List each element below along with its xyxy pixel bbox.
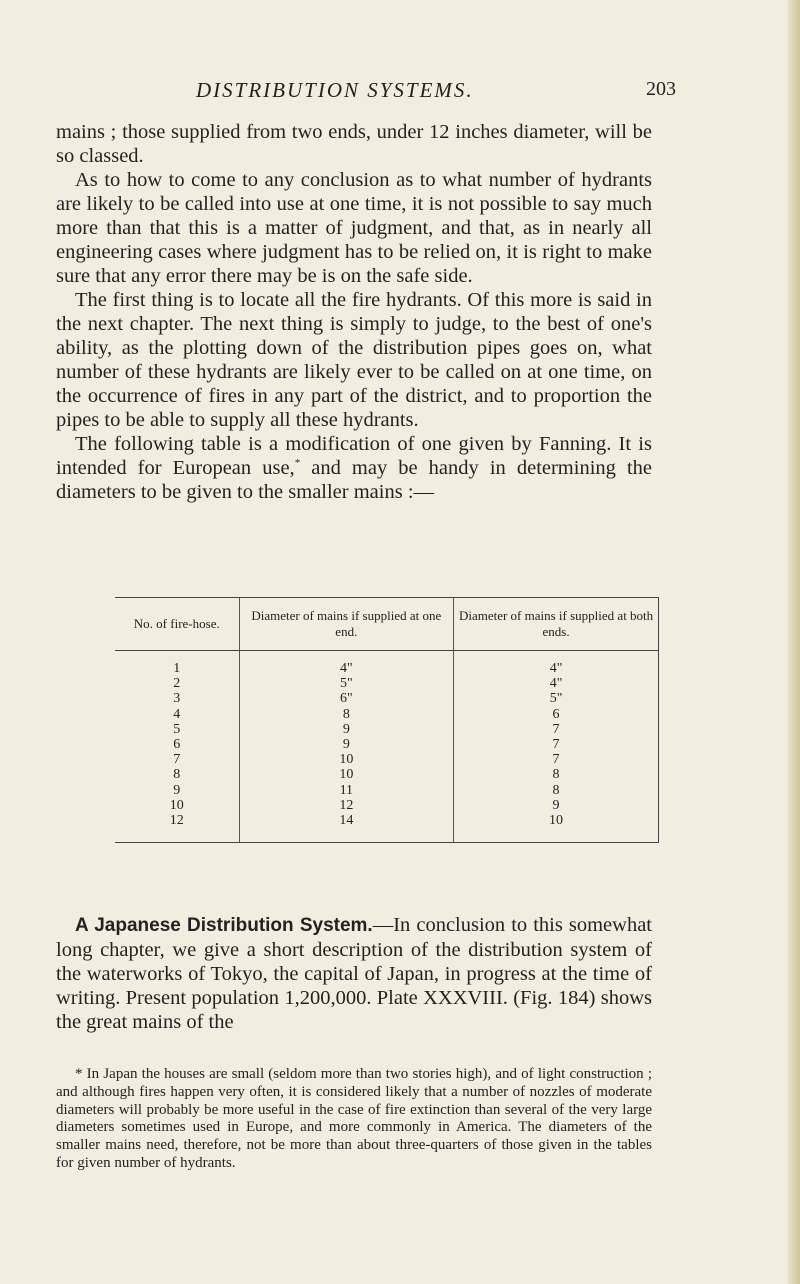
cell-both-ends: 10 <box>454 813 659 843</box>
cell-fire-hose: 8 <box>173 767 181 783</box>
cell-fire-hose: 6 <box>173 737 181 753</box>
table-row <box>115 813 659 843</box>
paragraph: The first thing is to locate all the fire hydrants. Of this more is said in the next chapter. The next thing is simply to judge, to the best of one's ability, as the plotting down of the distribution pipes goes on, what number of these hydrants are likely ever to be called on at one time, on the occurrence of fires in any part of the district, and to proportion the pipes to be able to supply all these hydrants. <box>56 289 652 431</box>
table-row <box>115 752 659 767</box>
cell-fire-hose: 12 <box>115 813 239 843</box>
cell-one-end: 6" <box>239 691 454 706</box>
cell-fire-hose: 9 <box>173 782 181 798</box>
running-head: DISTRIBUTION SYSTEMS. <box>196 78 474 102</box>
header-one-end: Diameter of mains if supplied at one end. <box>239 598 454 651</box>
cell-one-end: 5" <box>239 676 454 691</box>
cell-both-ends: 4" <box>454 651 659 677</box>
cell-both-ends: 7 <box>454 722 659 737</box>
table-header-row <box>115 598 659 651</box>
cell-fire-hose: 2 <box>173 676 181 692</box>
header-both-ends: Diameter of mains if supplied at both ends. <box>454 598 659 651</box>
cell-fire-hose: 4 <box>173 706 181 722</box>
cell-both-ends: 4" <box>454 676 659 691</box>
cell-both-ends: 6 <box>454 707 659 722</box>
header-fire-hose: No. of fire-hose. <box>115 598 239 651</box>
table-row <box>115 737 659 752</box>
cell-one-end: 9 <box>239 722 454 737</box>
footnote-marker: * <box>75 1066 83 1082</box>
cell-both-ends: 8 <box>454 783 659 798</box>
section-paragraph <box>56 913 652 1034</box>
section-text: —In conclusion to this somewhat long chapter, we give a short description of the distribution system of the waterworks of Tokyo, the capital of Japan, in progress at the time of writing. Present population 1,200,000. Plate XXXVIII. (Fig. 184) shows the great mains of the <box>56 914 652 1033</box>
hydrant-diameter-table <box>115 597 659 843</box>
cell-both-ends: 9 <box>454 798 659 813</box>
table-intro-paragraph <box>56 432 652 504</box>
footnote-marker: * <box>294 457 301 470</box>
table-row <box>115 783 659 798</box>
hydrant-table-wrap <box>115 597 665 843</box>
page-edge <box>788 0 800 1284</box>
table-intro-before: The following table is a modification of one given by Fanning. It is intended for European use, <box>56 433 652 479</box>
paragraph: As to how to come to any conclusion as to what number of hydrants are likely to be called into use at one time, it is not possible to say much more than that this is a matter of judgment, and that, as in nearly all engineering cases where judgment has to be relied on, it is right to make sure that any error there may be is on the safe side. <box>56 169 652 287</box>
cell-both-ends: 7 <box>454 752 659 767</box>
footnote-text: In Japan the houses are small (seldom more than two stories high), and of light construction ; and although fires happen very often, it is considered likely that a number of nozzles of moderate diameters will probably be more useful in the case of fire extinction than several of the very large diameters sometimes used in Europe, and more commonly in America. The diameters of the smaller mains need, therefore, not be more than about three-quarters of those given in the tables for given number of hydrants. <box>56 1066 652 1171</box>
footnote <box>56 1066 652 1173</box>
table-row <box>115 691 659 706</box>
cell-one-end: 10 <box>239 767 454 782</box>
cell-both-ends: 5" <box>454 691 659 706</box>
table-row <box>115 676 659 691</box>
table-row <box>115 767 659 782</box>
japanese-system-section <box>56 913 652 1034</box>
cell-fire-hose: 5 <box>173 721 181 737</box>
paragraph: mains ; those supplied from two ends, under 12 inches diameter, will be so classed. <box>56 121 652 167</box>
table-row <box>115 798 659 813</box>
cell-both-ends: 8 <box>454 767 659 782</box>
page-header <box>0 78 800 108</box>
cell-one-end: 4" <box>239 651 454 677</box>
section-heading: A Japanese Distribution System. <box>75 915 373 936</box>
footnote-paragraph <box>56 1066 652 1173</box>
cell-fire-hose: 1 <box>173 661 181 677</box>
cell-one-end: 12 <box>239 798 454 813</box>
cell-fire-hose: 10 <box>169 797 184 813</box>
cell-one-end: 11 <box>239 783 454 798</box>
cell-one-end: 14 <box>239 813 454 843</box>
cell-fire-hose: 7 <box>173 752 181 768</box>
table-intro-after: and may be handy in determining the diameters to be given to the smaller mains :— <box>56 457 653 503</box>
table-row <box>115 722 659 737</box>
table-row <box>115 707 659 722</box>
cell-one-end: 8 <box>239 707 454 722</box>
cell-one-end: 10 <box>239 752 454 767</box>
body-text <box>56 120 652 504</box>
table-row <box>115 651 659 677</box>
cell-one-end: 9 <box>239 737 454 752</box>
cell-both-ends: 7 <box>454 737 659 752</box>
page-number: 203 <box>646 78 676 100</box>
cell-fire-hose: 3 <box>173 691 181 707</box>
